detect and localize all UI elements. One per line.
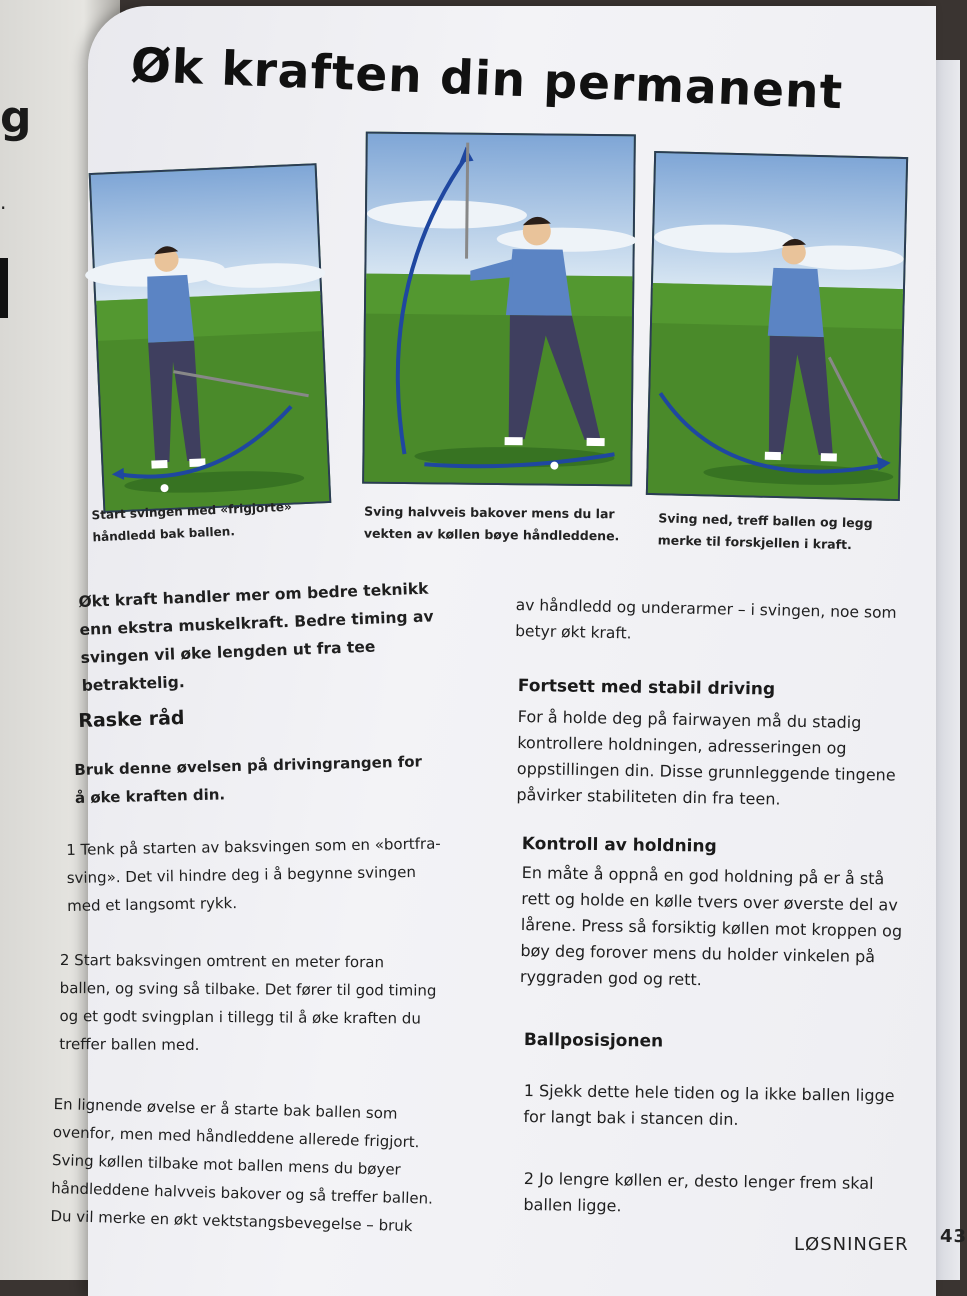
ball-item-2-line: ballen ligge. (523, 1194, 622, 1216)
illustration-panel-1 (89, 163, 332, 513)
step-2-line: 2 Start baksvingen omtrent en meter foran (59, 950, 385, 972)
intro-line: svingen vil øke lengden ut fra tee (80, 637, 376, 667)
step-2-line: og et godt svingplan i tillegg til å øke kraften du (59, 1006, 421, 1028)
similar-line: Du vil merke en økt vektstangsbevegelse – bruk (50, 1206, 413, 1236)
intro-line: enn ekstra muskelkraft. Bedre timing av (79, 607, 434, 639)
caption-panel-3 (657, 507, 872, 556)
left-page-fragment: g (0, 92, 32, 143)
continuation-line: av håndledd og underarmer – i svingen, noe som (515, 595, 897, 622)
ball-item-1-line: for langt bak i stancen din. (523, 1106, 739, 1129)
left-page-bar (0, 258, 8, 318)
drill-intro-line: Bruk denne øvelsen på drivingrangen for (74, 752, 423, 779)
ball-position-item-2 (523, 1166, 873, 1223)
caption-panel-3-line-1: Sving ned, treff ballen og legg (658, 510, 873, 531)
similar-drill-paragraph (50, 1090, 436, 1241)
caption-panel-3-line-2: merke til forskjellen i kraft. (657, 532, 852, 553)
posture-line: lårene. Press så forsiktig køllen mot kroppen og (520, 914, 903, 941)
step-1-line: med et langsomt rykk. (67, 894, 238, 915)
step-1-line: sving». Det vil hindre deg i å begynne svingen (66, 862, 417, 887)
caption-panel-2-line-1: Sving halvveis bakover mens du lar (364, 503, 615, 522)
left-page-dot: . (0, 190, 7, 214)
section-body-driving (516, 704, 897, 815)
posture-line: ryggraden god og rett. (519, 966, 702, 990)
footer-section-label: LØSNINGER (794, 1234, 909, 1255)
ball-position-item-1 (523, 1078, 894, 1135)
step-1-line: 1 Tenk på starten av baksvingen som en «bortfra- (66, 834, 441, 859)
golfer-impact-illustration (648, 153, 906, 499)
step-2 (59, 946, 437, 1061)
intro-line: betraktelig. (81, 672, 186, 695)
similar-line: Sving køllen tilbake mot ballen mens du bøyer (51, 1150, 402, 1179)
similar-line: En lignende øvelse er å starte bak ballen som (53, 1094, 398, 1123)
similar-line: ovenfor, men med håndleddene allerede frigjort. (52, 1122, 420, 1152)
page-number: 43 (940, 1226, 967, 1247)
section-heading-posture: Kontroll av holdning (521, 834, 717, 857)
illustration-panel-3 (646, 151, 908, 501)
page-title: Øk kraften din permanent (129, 38, 845, 121)
continuation-paragraph (515, 592, 897, 652)
caption-panel-1-line-1: Start svingen med «frigjorte» (91, 499, 293, 523)
step-2-line: ballen, og sving så tilbake. Det fører til god timing (59, 978, 437, 1000)
caption-panel-2 (364, 501, 620, 548)
intro-line: Økt kraft handler mer om bedre teknikk (78, 579, 429, 611)
section-heading-driving: Fortsett med stabil driving (517, 676, 776, 700)
intro-paragraph (78, 574, 436, 700)
step-1 (66, 829, 442, 920)
caption-panel-1 (91, 496, 293, 549)
ball-item-2-line: 2 Jo lengre køllen er, desto lenger frem skal (523, 1168, 874, 1193)
continuation-line: betyr økt kraft. (514, 621, 632, 643)
driving-line: For å holde deg på fairwayen må du stadig (517, 706, 862, 732)
caption-panel-2-line-2: vekten av køllen bøye håndleddene. (363, 525, 620, 544)
golfer-address-illustration (91, 165, 329, 510)
step-2-line: treffer ballen med. (59, 1034, 200, 1054)
driving-line: oppstillingen din. Disse grunnleggende tingene (516, 758, 896, 785)
drill-intro-line: å øke kraften din. (74, 785, 226, 807)
posture-line: bøy deg forover mens du holder vinkelen på (520, 940, 876, 967)
section-body-posture (520, 860, 903, 997)
ball-item-1-line: 1 Sjekk dette hele tiden og la ikke ballen ligge (523, 1080, 895, 1106)
quick-tips-heading: Raske råd (78, 707, 185, 732)
driving-line: påvirker stabiliteten din fra teen. (516, 784, 781, 809)
golfer-halfway-back-illustration (364, 134, 634, 485)
drill-intro (74, 748, 423, 812)
driving-line: kontrollere holdningen, adresseringen og (517, 732, 847, 758)
illustration-panel-2 (362, 132, 636, 487)
similar-line: håndleddene halvveis bakover og så treffer ballen. (51, 1178, 434, 1208)
posture-line: rett og holde en kølle tvers over øverste del av (521, 888, 898, 915)
section-heading-ball-position: Ballposisjonen (523, 1030, 664, 1052)
caption-panel-1-line-2: håndledd bak ballen. (92, 524, 236, 545)
posture-line: En måte å oppnå en god holdning på er å stå (521, 862, 885, 889)
